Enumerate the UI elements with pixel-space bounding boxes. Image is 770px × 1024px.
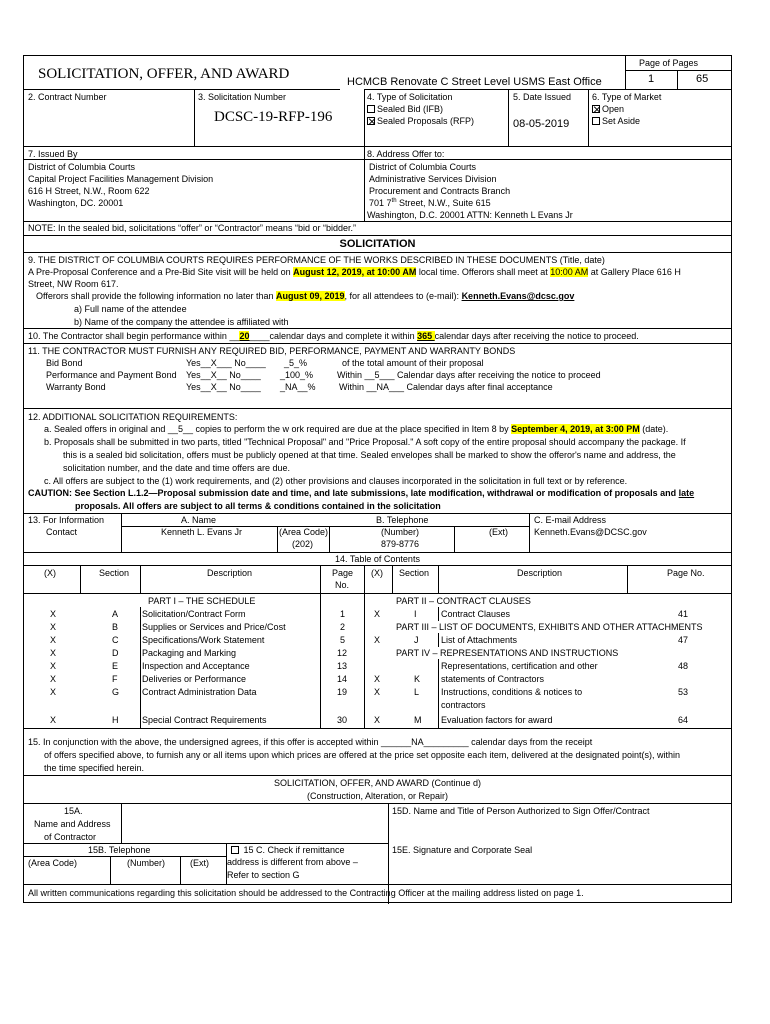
project-title: HCMCB Renovate C Street Level USMS East Office — [347, 76, 602, 88]
toc-description: Evaluation factors for award — [441, 715, 553, 725]
toc-page: 1 — [340, 609, 346, 619]
toc-description: Contract Clauses — [441, 609, 511, 619]
sealed-proposals-checkbox[interactable] — [367, 117, 375, 125]
toc-x: X — [374, 609, 381, 619]
toc-page: 30 — [337, 715, 348, 725]
item9-line: Street, NW Room 617. — [28, 279, 119, 289]
toc-description: Deliveries or Performance — [142, 674, 247, 684]
toc-page: 5 — [340, 635, 346, 645]
address-line: Washington, D.C. 20001 ATTN: Kenneth L Evans Jr — [367, 210, 573, 220]
toc-description: List of Attachments — [441, 635, 518, 645]
type-of-solicitation-label: 4. Type of Solicitation — [367, 92, 453, 102]
page-of-pages-label: Page of Pages — [639, 58, 699, 68]
toc-title: 14. Table of Contents — [335, 554, 420, 564]
toc-section: A — [112, 609, 119, 619]
total-pages: 65 — [696, 73, 709, 85]
toc-x: X — [374, 635, 381, 645]
area-code: (202) — [292, 539, 314, 549]
issued-by-line: 616 H Street, N.W., Room 622 — [28, 186, 150, 196]
toc-header-section: Section — [99, 568, 130, 578]
15a-label: Name and Address — [34, 819, 111, 829]
email-label: C. E-mail Address — [534, 515, 607, 525]
item15-line: the time specified herein. — [44, 763, 145, 773]
toc-page: 48 — [678, 661, 689, 671]
number-label: (Number) — [381, 527, 420, 537]
item9-line: 9. THE DISTRICT OF COLUMBIA COURTS REQUIRES PERFORMANCE OF THE WORKS DESCRIBED IN THESE DOCUMENTS (Title, date) — [28, 255, 605, 265]
name-label: A. Name — [181, 515, 217, 525]
telephone-label: B. Telephone — [376, 515, 429, 525]
caution: CAUTION: See Section L.1.2—Proposal submission date and time, and late submissions, late modification, withdrawal or modification of proposals and late — [28, 488, 695, 498]
15a-label: 15A. — [64, 806, 83, 816]
issued-by-label: 7. Issued By — [28, 149, 78, 159]
toc-header-page: Page No. — [667, 568, 705, 578]
toc-section: L — [414, 687, 420, 697]
date-issued: 08-05-2019 — [513, 118, 570, 130]
phone-number: 879-8776 — [381, 539, 420, 549]
15e-label: 15E. Signature and Corporate Seal — [392, 845, 533, 855]
solicitation-number-label: 3. Solicitation Number — [198, 92, 287, 102]
contact-name: Kenneth L. Evans Jr — [161, 527, 243, 537]
address-offer-label: 8. Address Offer to: — [367, 149, 445, 159]
15b-ext: (Ext) — [190, 858, 209, 868]
address-line: Procurement and Contracts Branch — [369, 186, 511, 196]
toc-section: I — [414, 609, 417, 619]
item15-line: 15. In conjunction with the above, the undersigned agrees, if this offer is accepted within ______NA_________ calendar days from the receipt — [28, 737, 593, 747]
sealed-bid-checkbox[interactable] — [367, 105, 375, 113]
item9-line: a) Full name of the attendee — [74, 304, 187, 314]
toc-page: 19 — [337, 687, 348, 697]
toc-header-section: Section — [399, 568, 430, 578]
toc-x: X — [50, 622, 57, 632]
item9-line: b) Name of the company the attendee is affiliated with — [74, 317, 289, 327]
toc-header-description: Description — [207, 568, 253, 578]
solicitation-heading: SOLICITATION — [339, 238, 416, 250]
continued-title: SOLICITATION, OFFER, AND AWARD (Continue d) — [273, 778, 482, 788]
note: NOTE: In the sealed bid, solicitations “offer” or “Contractor” means “bid or “bidder.” — [28, 223, 356, 233]
solicitation-number: DCSC-19-RFP-196 — [214, 109, 333, 125]
toc-header-x: (X) — [371, 568, 383, 578]
toc-section: M — [414, 715, 422, 725]
toc-description: Specifications/Work Statement — [142, 635, 265, 645]
toc-page: 14 — [337, 674, 348, 684]
sealed-proposals-option: Sealed Proposals (RFP) — [367, 116, 474, 127]
bond-percent: _100_% — [280, 370, 314, 380]
bond-name: Performance and Payment Bond — [46, 370, 177, 380]
15c-label: Refer to section G — [227, 870, 300, 880]
toc-x: X — [50, 687, 57, 697]
bond-text: of the total amount of their proposal — [342, 358, 484, 368]
15c-checkbox-row: 15 C. Check if remittance — [231, 845, 345, 856]
toc-x: X — [50, 674, 57, 684]
sealed-bid-option: Sealed Bid (IFB) — [367, 104, 443, 115]
bond-percent: _NA__% — [280, 382, 316, 392]
bond-name: Bid Bond — [46, 358, 83, 368]
area-code-label: (Area Code) — [279, 527, 329, 537]
address-line: 701 7th Street, N.W., Suite 615 — [369, 198, 491, 208]
toc-page: 2 — [340, 622, 346, 632]
toc-description: Inspection and Acceptance — [142, 661, 250, 671]
toc-section: F — [112, 674, 118, 684]
toc-description: Representations, certification and other — [441, 661, 598, 671]
item11-title: 11. THE CONTRACTOR MUST FURNISH ANY REQUIRED BID, PERFORMANCE, PAYMENT AND WARRANTY BONDS — [28, 346, 516, 356]
toc-x: X — [374, 687, 381, 697]
item9-line: Offerors shall provide the following information no later than August 09, 2019, for all attendees to (e-mail): Kenneth.Evans@dcsc.gov — [36, 291, 575, 301]
toc-x: X — [374, 674, 381, 684]
issued-by-line: Capital Project Facilities Management Division — [28, 174, 214, 184]
contract-number-label: 2. Contract Number — [28, 92, 107, 102]
15b-number: (Number) — [127, 858, 166, 868]
item12-a: a. Sealed offers in original and __5__ copies to perform the w ork required are due at the place specified in Item 8 by September 4, 2019, at 3:00 PM (date). — [44, 424, 669, 434]
item12-b: solicitation number, and the date and time offers are due. — [63, 463, 290, 473]
toc-description: Supplies or Services and Price/Cost — [142, 622, 286, 632]
open-checkbox[interactable] — [592, 105, 600, 113]
toc-description: contractors — [441, 700, 486, 710]
address-line: Administrative Services Division — [369, 174, 497, 184]
toc-page: 64 — [678, 715, 689, 725]
toc-section: K — [414, 674, 421, 684]
15d-label: 15D. Name and Title of Person Authorized to Sign Offer/Contract — [392, 806, 650, 816]
toc-description: statements of Contractors — [441, 674, 545, 684]
toc-description: Solicitation/Contract Form — [142, 609, 246, 619]
address-line: District of Columbia Courts — [369, 162, 477, 172]
bond-yes-no: Yes__X___ No____ — [186, 358, 266, 368]
toc-section: H — [112, 715, 119, 725]
issued-by-line: District of Columbia Courts — [28, 162, 136, 172]
toc-part-heading: PART I – THE SCHEDULE — [148, 596, 256, 606]
open-market-option: Open — [592, 104, 624, 115]
toc-x: X — [50, 661, 57, 671]
toc-description: Packaging and Marking — [142, 648, 237, 658]
15b-area-code: (Area Code) — [28, 858, 78, 868]
toc-header-page: Page — [332, 568, 354, 578]
solicitation-form — [23, 55, 732, 903]
toc-x: X — [50, 635, 57, 645]
toc-x: X — [50, 715, 57, 725]
set-aside-checkbox[interactable] — [592, 117, 600, 125]
bond-percent: _5_% — [284, 358, 308, 368]
toc-x: X — [50, 609, 57, 619]
toc-part-heading: PART II – CONTRACT CLAUSES — [396, 596, 531, 606]
toc-description: Instructions, conditions & notices to — [441, 687, 583, 697]
toc-section: B — [112, 622, 119, 632]
toc-x: X — [374, 715, 381, 725]
toc-page: 12 — [337, 648, 348, 658]
item13-label: Contact — [46, 527, 78, 537]
toc-page: 41 — [678, 609, 689, 619]
toc-section: D — [112, 648, 119, 658]
toc-header-no: No. — [335, 580, 350, 590]
bond-name: Warranty Bond — [46, 382, 106, 392]
toc-page: 53 — [678, 687, 689, 697]
bond-text: Within __NA___ Calendar days after final acceptance — [339, 382, 553, 392]
bond-yes-no: Yes__X__ No____ — [186, 370, 261, 380]
footer-note: All written communications regarding this solicitation should be addressed to the Contracting Officer at the mailing address listed on page 1. — [28, 888, 584, 898]
set-aside-option: Set Aside — [592, 116, 640, 127]
item9-line: A Pre-Proposal Conference and a Pre-Bid Site visit will be held on August 12, 2019, at 10:00 AM local time. Offerors shall meet at 10:00 AM at Gallery Place 616 H — [28, 267, 681, 277]
toc-header-description: Description — [517, 568, 563, 578]
date-issued-label: 5. Date Issued — [513, 92, 572, 102]
item13-label: 13. For Information — [28, 515, 105, 525]
toc-page: 13 — [337, 661, 348, 671]
page-number: 1 — [648, 73, 655, 85]
issued-by-line: Washington, DC. 20001 — [28, 198, 124, 208]
continued-subtitle: (Construction, Alteration, or Repair) — [306, 791, 449, 801]
toc-part-heading: PART IV – REPRESENTATIONS AND INSTRUCTIONS — [396, 648, 619, 658]
item12-c: c. All offers are subject to the (1) work requirements, and (2) other provisions and clauses incorporated in the solicitation in full text or by reference. — [44, 476, 628, 486]
contact-email[interactable]: Kenneth.Evans@DCSC.gov — [534, 527, 647, 537]
item12-b: this is a sealed bid solicitation, offers must be publicly opened at that time. Sealed envelopes shall be marked to show the offeror's name and address, the — [63, 450, 676, 460]
toc-section: C — [112, 635, 119, 645]
toc-description: Contract Administration Data — [142, 687, 257, 697]
toc-part-heading: PART III – LIST OF DOCUMENTS, EXHIBITS AND OTHER ATTACHMENTS — [396, 622, 703, 632]
toc-section: E — [112, 661, 119, 671]
15c-label: address is different from above – — [227, 857, 358, 867]
ext-label: (Ext) — [489, 527, 508, 537]
item15-line: of offers specified above, to furnish any or all items upon which prices are offered at the price set opposite each item, delivered at the designated point(s), within — [44, 750, 681, 760]
remittance-checkbox[interactable] — [231, 846, 239, 854]
bond-yes-no: Yes__X__ No____ — [186, 382, 261, 392]
toc-page: 47 — [678, 635, 689, 645]
toc-section: J — [414, 635, 419, 645]
item12-b: b. Proposals shall be submitted in two parts, titled "Technical Proposal" and "Price Proposal." A soft copy of the entire proposal should accompany the package. If — [44, 437, 686, 447]
toc-x: X — [50, 648, 57, 658]
type-of-market-label: 6. Type of Market — [592, 92, 662, 102]
toc-description: Special Contract Requirements — [142, 715, 267, 725]
bond-text: Within __5___ Calendar days after receiving the notice to proceed — [337, 370, 601, 380]
15b-label: 15B. Telephone — [88, 845, 151, 855]
caution: proposals. All offers are subject to all terms & conditions contained in the solicitation — [75, 501, 441, 511]
toc-header-x: (X) — [44, 568, 56, 578]
item10: 10. The Contractor shall begin performance within __20____calendar days and complete it within 365 calendar days after receiving the notice to proceed. — [28, 331, 639, 341]
form-title: SOLICITATION, OFFER, AND AWARD — [38, 66, 290, 82]
toc-section: G — [112, 687, 120, 697]
item12-title: 12. ADDITIONAL SOLICITATION REQUIREMENTS: — [28, 412, 238, 422]
15a-label: of Contractor — [44, 832, 97, 842]
